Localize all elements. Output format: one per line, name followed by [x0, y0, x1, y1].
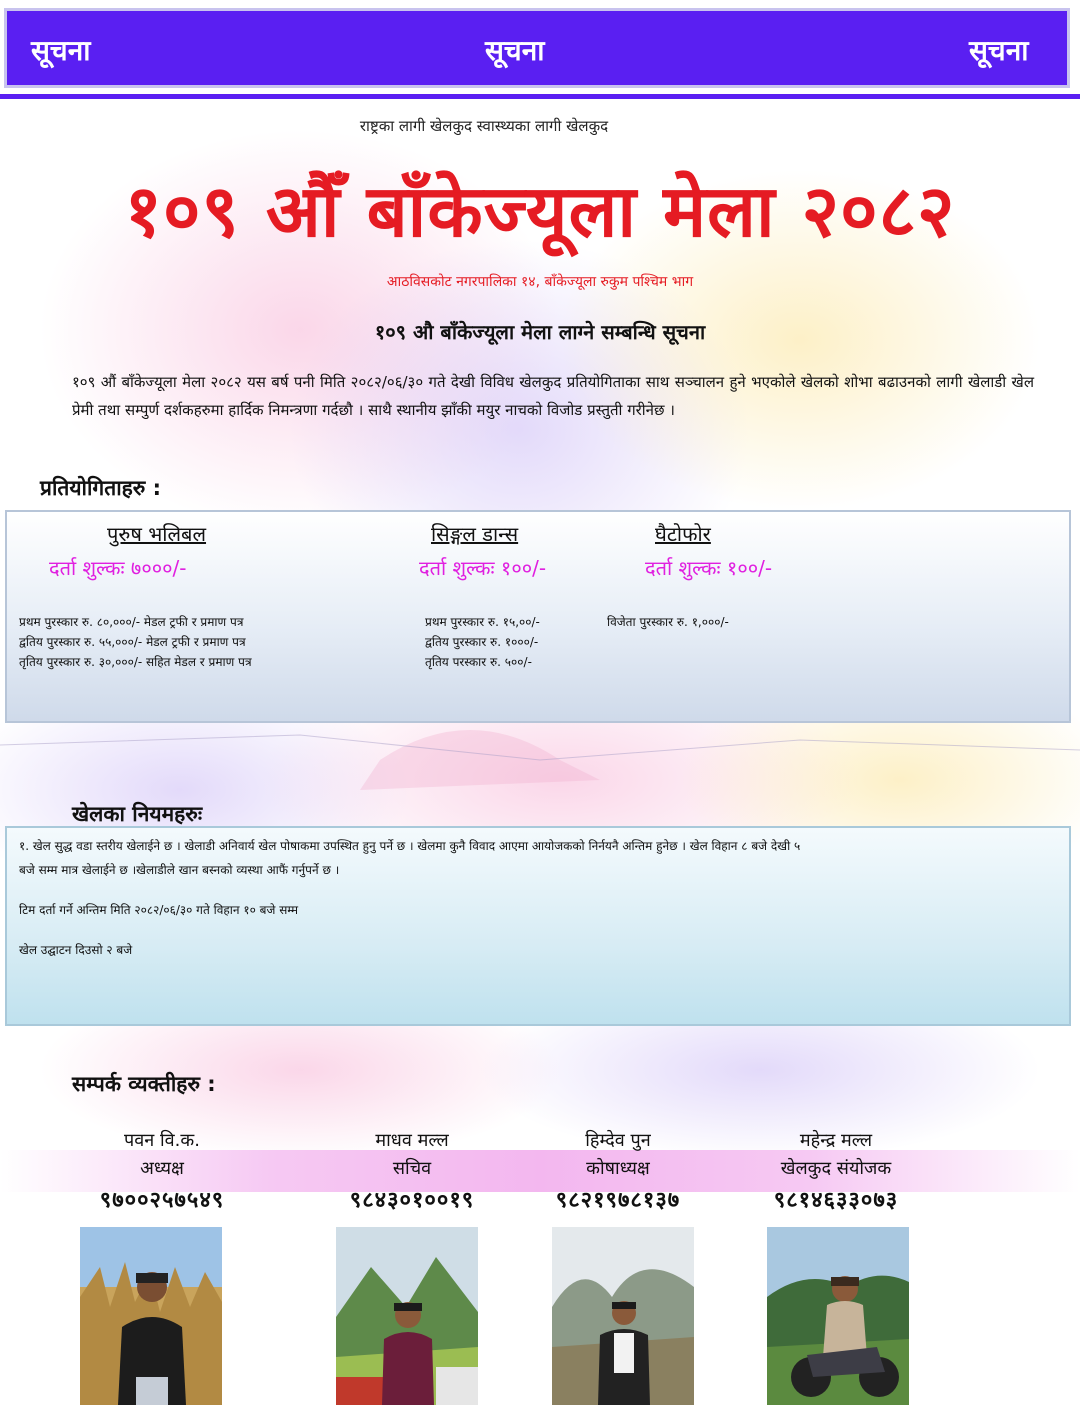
prize-item: द्वतिय पुरस्कार रु. ५५,०००/- मेडल ट्रफी र प्रमाण पत्र	[19, 635, 246, 649]
contact-phone: ९८४३०१००१९	[349, 1188, 475, 1213]
fee-ghaitofor: दर्ता शुल्कः १००/-	[645, 556, 773, 580]
contact-name: माधव मल्ल	[375, 1130, 449, 1151]
prize-list-volleyball	[19, 612, 252, 672]
contact-card	[292, 1128, 532, 1214]
contacts-heading: सम्पर्क व्यक्तीहरु :	[72, 1072, 216, 1096]
contact-name: हिम्देव पुन	[585, 1130, 651, 1151]
address: आठविसकोट नगरपालिका १४, बाँकेज्यूला रुकुम पश्चिम भाग	[386, 274, 694, 290]
rule-line: बजे सम्म मात्र खेलाईने छ ।खेलाडीले खान बस्नको व्यस्था आफैं गर्नुपर्ने छ ।	[19, 863, 340, 877]
game-title-ghaitofor: घैटोफोर	[655, 522, 711, 546]
notice-label-left: सूचना	[31, 34, 91, 67]
contact-phone: ९७००२५७५४९	[99, 1188, 225, 1213]
prize-item: प्रथम पुरस्कार रु. ८०,०००/- मेडल ट्रफी र प्रमाण पत्र	[19, 615, 244, 629]
notice-subheading: १०९ औ बाँकेज्यूला मेला लाग्ने सम्बन्धि सूचना	[374, 320, 706, 344]
prize-list-ghaitofor	[607, 612, 729, 632]
contact-role: सचिव	[392, 1158, 432, 1179]
rules-heading: खेलका नियमहरुः	[72, 802, 203, 826]
contact-role: कोषाध्यक्ष	[586, 1158, 650, 1179]
notice-label-center: सूचना	[485, 34, 545, 67]
intro-paragraph: १०९ औं बाँकेज्यूला मेला २०८२ यस बर्ष पनी मिति २०८२/०६/३० गते देखी विविध खेलकुद प्रतियोगिताका साथ सञ्चालन हुने भएकोले खेलको शोभा बढाउनको लागी खेलाडी खेल प्रेमी तथा सम्पुर्ण दर्शकहरुमा हार्दिक निमन्त्रणा गर्दछौ । साथै स्थानीय झाँकी मयुर नाचको विजोड प्रस्तुती गरीनेछ ।	[72, 373, 1034, 419]
prize-list-single-dance	[425, 612, 540, 672]
contact-photo	[336, 1227, 478, 1405]
notice-label-right: सूचना	[969, 34, 1029, 67]
game-title-single-dance: सिङ्गल डान्स	[431, 522, 519, 546]
prize-item: द्वतिय पुरस्कार रु. १०००/-	[425, 635, 539, 649]
fee-volleyball: दर्ता शुल्कः ७०००/-	[49, 556, 187, 580]
contact-card	[498, 1128, 738, 1214]
fee-single-dance: दर्ता शुल्कः १००/-	[419, 556, 547, 580]
contact-card	[716, 1128, 956, 1214]
contact-photo	[80, 1227, 222, 1405]
competitions-panel	[5, 510, 1071, 723]
rule-line: १. खेल सुद्ध वडा स्तरीय खेलाईने छ । खेलाडी अनिवार्य खेल पोषाकमा उपस्थित हुनु पर्ने छ । खेलमा कुनै विवाद आएमा आयोजकको निर्नयनै अन्तिम हुनेछ । खेल विहान ८ बजे देखी ५	[19, 839, 801, 853]
prize-item: तृतिय पुरस्कार रु. ३०,०००/- सहित मेडल र प्रमाण पत्र	[19, 655, 252, 669]
slogan: राष्ट्रका लागी खेलकुद स्वास्थ्यका लागी खेलकुद	[359, 117, 609, 135]
contact-name: महेन्द्र मल्ल	[799, 1130, 873, 1151]
game-title-volleyball: पुरुष भलिबल	[107, 522, 207, 546]
prize-item: विजेता पुरस्कार रु. १,०००/-	[607, 615, 729, 629]
page-title: १०९ औँ बाँकेज्यूला मेला २०८२	[124, 169, 956, 253]
notice-header-bar	[4, 8, 1070, 88]
rule-line: खेल उद्घाटन दिउसो २ बजे	[19, 943, 133, 957]
contact-phone: ९८२१९७८१३७	[555, 1188, 681, 1213]
rule-line: टिम दर्ता गर्ने अन्तिम मिति २०८२/०६/३० गते विहान १० बजे सम्म	[19, 903, 299, 917]
contact-photo	[767, 1227, 909, 1405]
contact-phone: ९८१४६३३०७३	[773, 1188, 899, 1213]
header-divider	[0, 94, 1080, 99]
contact-role: खेलकुद संयोजक	[780, 1158, 892, 1179]
prize-item: तृतिय परस्कार रु. ५००/-	[425, 655, 532, 669]
contact-name: पवन वि.क.	[124, 1130, 200, 1151]
prize-item: प्रथम पुरस्कार रु. १५,००/-	[425, 615, 540, 629]
contact-card	[42, 1128, 282, 1214]
contact-photo	[552, 1227, 694, 1405]
contact-role: अध्यक्ष	[140, 1158, 184, 1179]
competitions-heading: प्रतियोगिताहरु :	[40, 476, 162, 500]
rules-panel	[5, 826, 1071, 1026]
